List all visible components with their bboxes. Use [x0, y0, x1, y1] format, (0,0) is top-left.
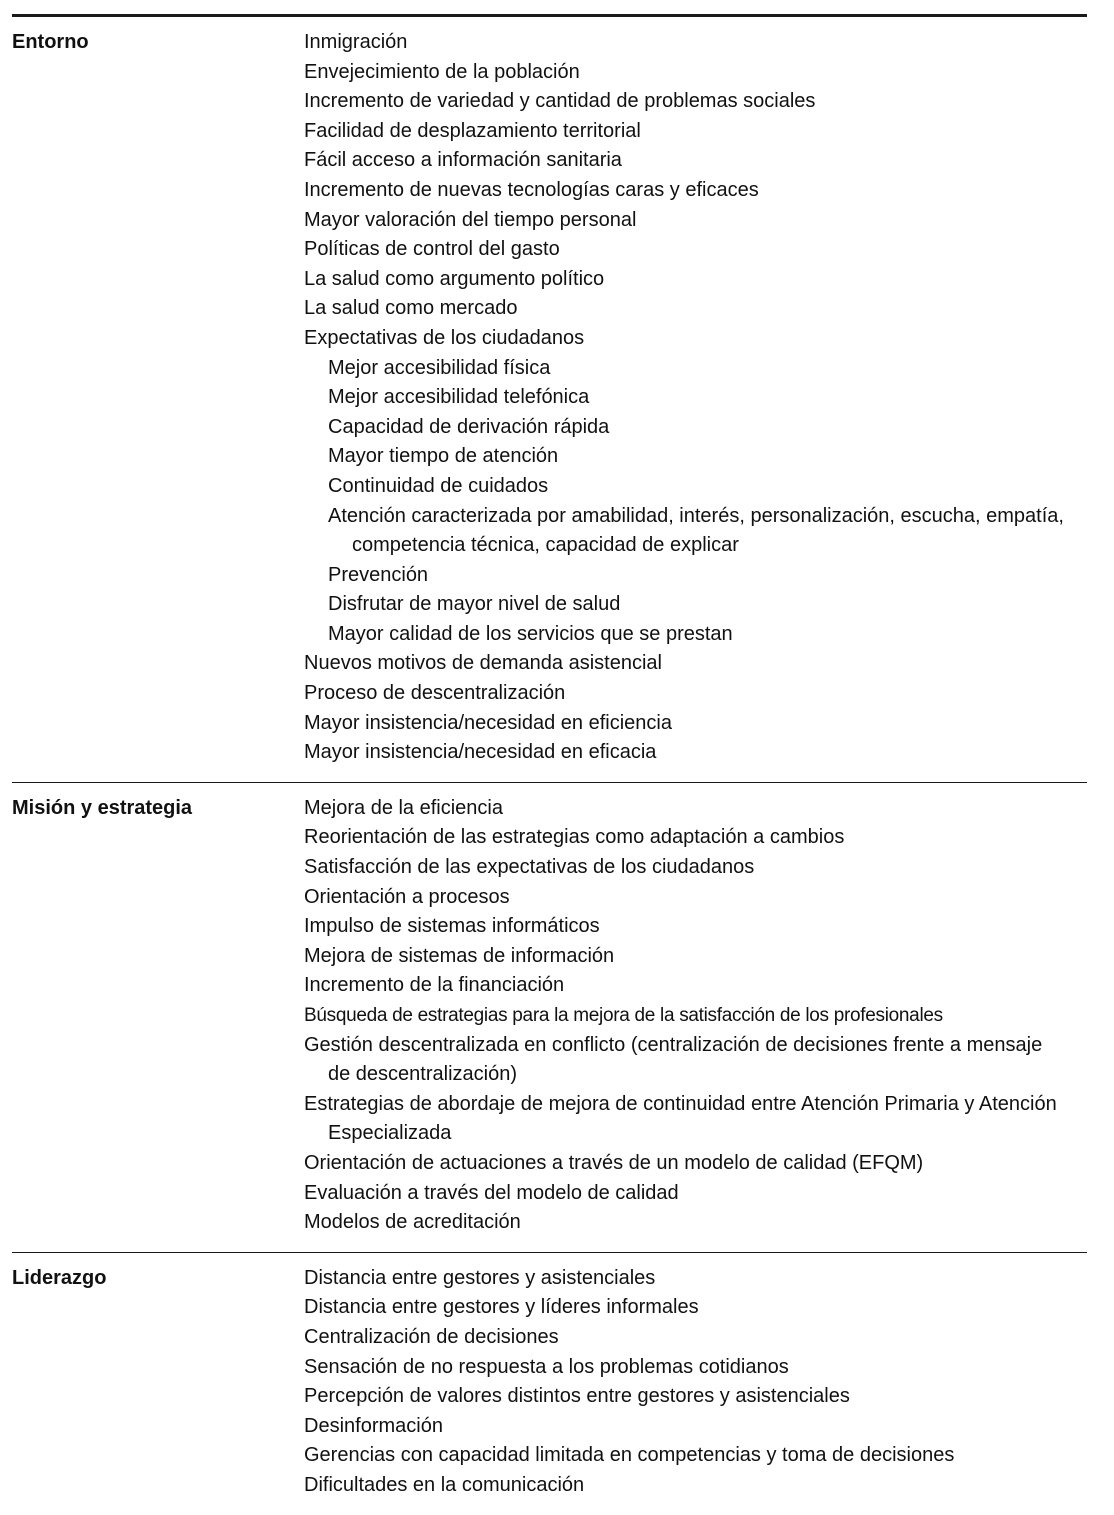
sub-list-item: Mejor accesibilidad telefónica [328, 386, 590, 409]
list-item: Centralización de decisiones [304, 1325, 559, 1348]
list-item: Facilidad de desplazamiento territorial [304, 119, 641, 142]
list-item: Incremento de la financiación [304, 974, 565, 997]
section-mision-estrategia [12, 783, 1087, 1253]
factors-table [12, 14, 1087, 1515]
list-item: Inmigración [304, 31, 408, 53]
list-item: Orientación a procesos [304, 885, 510, 908]
list-item: La salud como argumento político [304, 267, 605, 290]
list-item: Proceso de descentralización [304, 682, 566, 705]
item-list [304, 794, 1087, 1238]
sub-list-item: Atención caracterizada por amabilidad, interés, personalización, escucha, empatía, competencia técnica, capacidad de explicar [328, 504, 1064, 557]
list-item: Desinformación [304, 1414, 443, 1437]
list-item: Fácil acceso a información sanitaria [304, 149, 622, 172]
list-item: Distancia entre gestores y líderes informales [304, 1296, 699, 1319]
list-item: La salud como mercado [304, 297, 518, 320]
list-item: Expectativas de los ciudadanos [304, 326, 585, 349]
sub-list-item: Mejor accesibilidad física [328, 356, 551, 379]
list-item: Modelos de acreditación [304, 1211, 521, 1234]
section-liderazgo [12, 1253, 1087, 1515]
list-item: Impulso de sistemas informáticos [304, 915, 600, 938]
list-item: Orientación de actuaciones a través de un modelo de calidad (EFQM) [304, 1151, 924, 1174]
sub-list-item: Mayor calidad de los servicios que se prestan [328, 622, 733, 645]
sub-list-item: Disfrutar de mayor nivel de salud [328, 593, 621, 616]
sub-list-item: Mayor tiempo de atención [328, 445, 559, 468]
list-item: Reorientación de las estrategias como adaptación a cambios [304, 826, 845, 849]
section-entorno [12, 17, 1087, 783]
section-title: Misión y estrategia [12, 796, 193, 819]
sub-list-item: Prevención [328, 563, 429, 586]
list-item: Mejora de sistemas de información [304, 944, 615, 967]
item-list [304, 28, 1087, 768]
sub-list-item: Continuidad de cuidados [328, 474, 549, 497]
list-item: Evaluación a través del modelo de calidad [304, 1181, 679, 1204]
list-item: Incremento de nuevas tecnologías caras y eficaces [304, 178, 759, 201]
list-item: Estrategias de abordaje de mejora de continuidad entre Atención Primaria y Atención Especializada [304, 1092, 1057, 1145]
list-item: Gerencias con capacidad limitada en competencias y toma de decisiones [304, 1444, 955, 1467]
list-item: Sensación de no respuesta a los problemas cotidianos [304, 1355, 789, 1378]
list-item: Percepción de valores distintos entre gestores y asistenciales [304, 1385, 850, 1408]
list-item: Mayor insistencia/necesidad en eficiencia [304, 711, 672, 734]
list-item: Mayor valoración del tiempo personal [304, 208, 637, 231]
list-item: Gestión descentralizada en conflicto (centralización de decisiones frente a mensaje de descentralización) [304, 1033, 1043, 1086]
list-item: Mejora de la eficiencia [304, 796, 503, 819]
list-item: Búsqueda de estrategias para la mejora de la satisfacción de los profesionales [304, 1005, 943, 1026]
sub-list-item: Capacidad de derivación rápida [328, 415, 610, 438]
list-item: Mayor insistencia/necesidad en eficacia [304, 741, 657, 764]
list-item: Políticas de control del gasto [304, 238, 560, 261]
section-title: Liderazgo [12, 1266, 107, 1289]
list-item: Dificultades en la comunicación [304, 1473, 585, 1496]
item-list [304, 1264, 1087, 1501]
section-title: Entorno [12, 31, 89, 53]
list-item: Envejecimiento de la población [304, 60, 580, 83]
list-item: Distancia entre gestores y asistenciales [304, 1266, 656, 1289]
list-item: Nuevos motivos de demanda asistencial [304, 652, 662, 675]
list-item: Satisfacción de las expectativas de los ciudadanos [304, 856, 755, 879]
list-item: Incremento de variedad y cantidad de problemas sociales [304, 90, 816, 113]
